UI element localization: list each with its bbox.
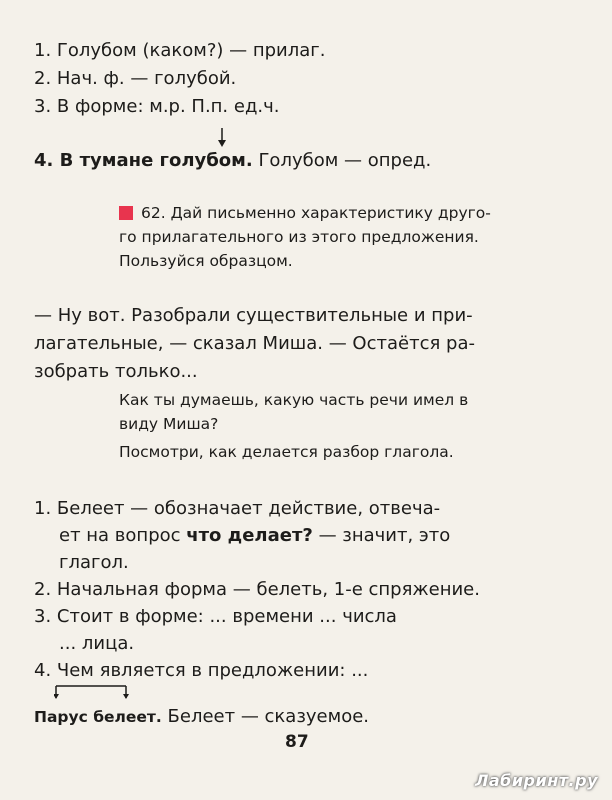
parse-line-4-rest: Голубом — опред. xyxy=(252,150,432,171)
example-phrase: 4. В тумане голубом. xyxy=(34,150,253,171)
down-arrow-icon xyxy=(216,128,228,148)
exercise-marker-icon xyxy=(119,206,133,220)
dialog-line-2: лагательные, — сказал Миша. — Остаётся ра- xyxy=(34,333,475,354)
verb-parse-line-5: 3. Стоит в форме: ... времени ... числа xyxy=(34,606,397,627)
verb-parse-line-4: 2. Начальная форма — белеть, 1-е спряжение. xyxy=(34,579,480,600)
exercise-line-3: Пользуйся образцом. xyxy=(119,252,293,270)
verb-parse-line-2 xyxy=(59,525,450,547)
verb-parse-line-6: ... лица. xyxy=(59,633,135,654)
verb-parse-line-3: глагол. xyxy=(59,552,129,573)
verb-parse-line-2-pre: ет на вопрос xyxy=(59,525,187,546)
dialog-line-3: зобрать только... xyxy=(34,361,198,382)
subject-bracket-icon xyxy=(54,684,130,700)
question-line-2: виду Миша? xyxy=(119,415,219,433)
exercise-line-1: 62. Дай письменно характеристику друго- xyxy=(141,204,491,222)
verb-parse-line-8 xyxy=(34,706,369,728)
parse-line-2: 2. Нач. ф. — голубой. xyxy=(34,68,237,89)
watermark: Лабиринт.ру xyxy=(475,771,598,790)
verb-parse-line-8-rest: Белеет — сказуемое. xyxy=(161,706,370,727)
dialog-line-1: — Ну вот. Разобрали существительные и при- xyxy=(34,305,473,326)
question-line-3: Посмотри, как делается разбор глагола. xyxy=(119,443,454,461)
exercise-line-2: го прилагательного из этого предложения. xyxy=(119,228,479,246)
verb-parse-line-7: 4. Чем является в предложении: ... xyxy=(34,660,369,681)
verb-parse-line-1: 1. Белеет — обозначает действие, отвеча- xyxy=(34,498,441,519)
page-number: 87 xyxy=(285,732,309,752)
parse-line-4 xyxy=(34,150,431,172)
parse-line-1: 1. Голубом (каком?) — прилаг. xyxy=(34,40,326,61)
parse-line-3: 3. В форме: м.р. П.п. ед.ч. xyxy=(34,96,280,117)
question-line-1: Как ты думаешь, какую часть речи имел в xyxy=(119,391,469,409)
verb-question: что делает? xyxy=(186,525,313,546)
verb-parse-line-2-post: — значит, это xyxy=(312,525,451,546)
example-sentence: Парус белеет. xyxy=(34,708,162,726)
